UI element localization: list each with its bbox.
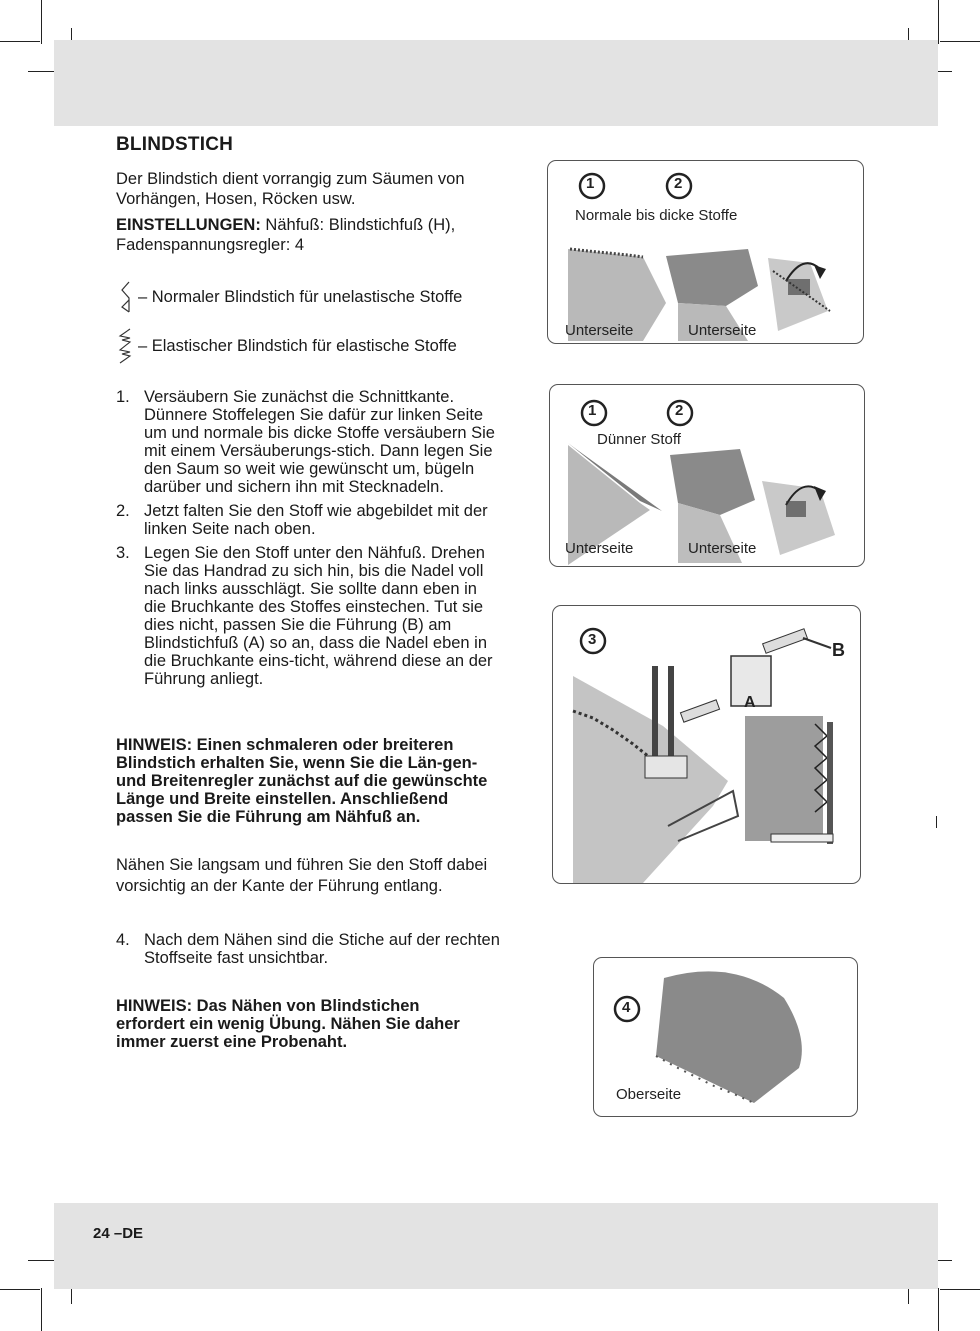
- step-text: Nach dem Nähen sind die Stiche auf der rechten Stoffseite fast unsichtbar.: [144, 931, 500, 967]
- crop-mark: [938, 0, 939, 44]
- figure-1-illustration: [548, 161, 863, 343]
- figure-4-caption: Oberseite: [616, 1086, 682, 1103]
- stitch-normal-text: – Normaler Blindstich für unelastische Stoffe: [138, 287, 463, 306]
- step-number: 4.: [116, 931, 130, 949]
- figure-1-label-left: Unterseite: [565, 322, 634, 339]
- list-item: [116, 388, 501, 496]
- figure-2: [549, 384, 865, 567]
- intro-text: Der Blindstich dient vorrangig zum Säumen von Vorhängen, Hosen, Röcken usw.: [116, 170, 465, 208]
- crop-mark: [936, 816, 937, 828]
- step-text: Versäubern Sie zunächst die Schnittkante. Dünnere Stoffelegen Sie dafür zur linken Seite um und normale bis dicke Stoffe versäubern Sie mit einem Versäuberungs-stich. Dann legen Sie den Saum so weit wie gewünscht um, bügeln darüber und sichern ihn mit Stecknadeln.: [144, 388, 495, 496]
- steps-block: [116, 388, 501, 694]
- paragraph-block: [116, 855, 491, 897]
- crop-mark: [940, 1289, 980, 1290]
- list-item: [116, 502, 501, 538]
- settings-value: Nähfuß: Blindstichfuß (H), Fadenspannungsregler: 4: [116, 216, 456, 254]
- figure-3-number: 3: [588, 631, 597, 648]
- list-item: [116, 544, 501, 688]
- header-band: [54, 40, 938, 126]
- settings-text: [116, 215, 501, 255]
- figure-4: [593, 957, 858, 1117]
- note-1: [116, 736, 491, 826]
- paragraph-text: Nähen Sie langsam und führen Sie den Stoff dabei vorsichtig an der Kante der Führung entlang.: [116, 856, 488, 895]
- figure-1: [547, 160, 864, 344]
- figure-1-number-2: 2: [674, 175, 683, 192]
- stitch-elastic: [116, 328, 457, 364]
- figure-2-label-right: Unterseite: [688, 540, 757, 557]
- crop-mark: [41, 0, 42, 44]
- step-4-block: [116, 931, 501, 973]
- intro-block: [116, 169, 501, 255]
- figure-2-label-left: Unterseite: [565, 540, 634, 557]
- stitch-normal: [116, 280, 462, 314]
- stitch-elastic-text: – Elastischer Blindstich für elastische Stoffe: [138, 336, 457, 355]
- section-title: BLINDSTICH: [116, 134, 234, 155]
- crop-mark: [0, 41, 40, 42]
- figure-3-label-a: A: [744, 694, 756, 711]
- crop-mark: [938, 1288, 939, 1331]
- figure-1-label-right: Unterseite: [688, 322, 757, 339]
- figure-2-number-2: 2: [675, 402, 684, 419]
- note-1-text: HINWEIS: Einen schmaleren oder breiteren Blindstich erhalten Sie, wenn Sie die Län-gen- und Breitenregler zunächst auf die gewünschte Länge und Breite einstellen. Anschließend passen Sie die Führung am Nähfuß an.: [116, 736, 488, 826]
- step-number: 3.: [116, 544, 130, 562]
- figure-2-caption: Dünner Stoff: [597, 431, 681, 448]
- page-number: 24 –DE: [93, 1225, 144, 1242]
- crop-mark: [41, 1288, 42, 1331]
- footer-band: [54, 1203, 938, 1289]
- figure-2-number-1: 1: [588, 402, 597, 419]
- step-number: 2.: [116, 502, 130, 520]
- list-item: [116, 931, 501, 967]
- step-text: Legen Sie den Stoff unter den Nähfuß. Drehen Sie das Handrad zu sich hin, bis die Nadel voll nach links ausschlägt. Sie sollte dann eben in die Bruchkante des Stoffes einstechen. Tut sie dies nicht, passen Sie die Führung (B) am Blindstichfuß (A) so an, dass die Nadel eben in die Bruchkante eins-ticht, während diese an der Führung anliegt.: [144, 544, 493, 688]
- figure-1-number-1: 1: [586, 175, 595, 192]
- crop-mark: [0, 1289, 40, 1290]
- settings-label: EINSTELLUNGEN:: [116, 216, 261, 234]
- note-2-text: HINWEIS: Das Nähen von Blindstichen erfordert ein wenig Übung. Nähen Sie daher immer zuerst eine Probenaht.: [116, 997, 460, 1051]
- step-text: Jetzt falten Sie den Stoff wie abgebildet mit der linken Seite nach oben.: [144, 502, 488, 538]
- elastic-blindstitch-icon: [116, 328, 136, 364]
- crop-mark: [940, 41, 980, 42]
- figure-1-caption: Normale bis dicke Stoffe: [575, 207, 738, 224]
- figure-3-illustration: [553, 606, 860, 883]
- normal-blindstitch-icon: [116, 280, 136, 314]
- figure-2-illustration: [550, 385, 864, 566]
- figure-3: [552, 605, 861, 884]
- figure-4-number: 4: [622, 999, 631, 1016]
- note-2: [116, 997, 461, 1051]
- step-number: 1.: [116, 388, 130, 406]
- figure-3-label-b: B: [832, 640, 845, 660]
